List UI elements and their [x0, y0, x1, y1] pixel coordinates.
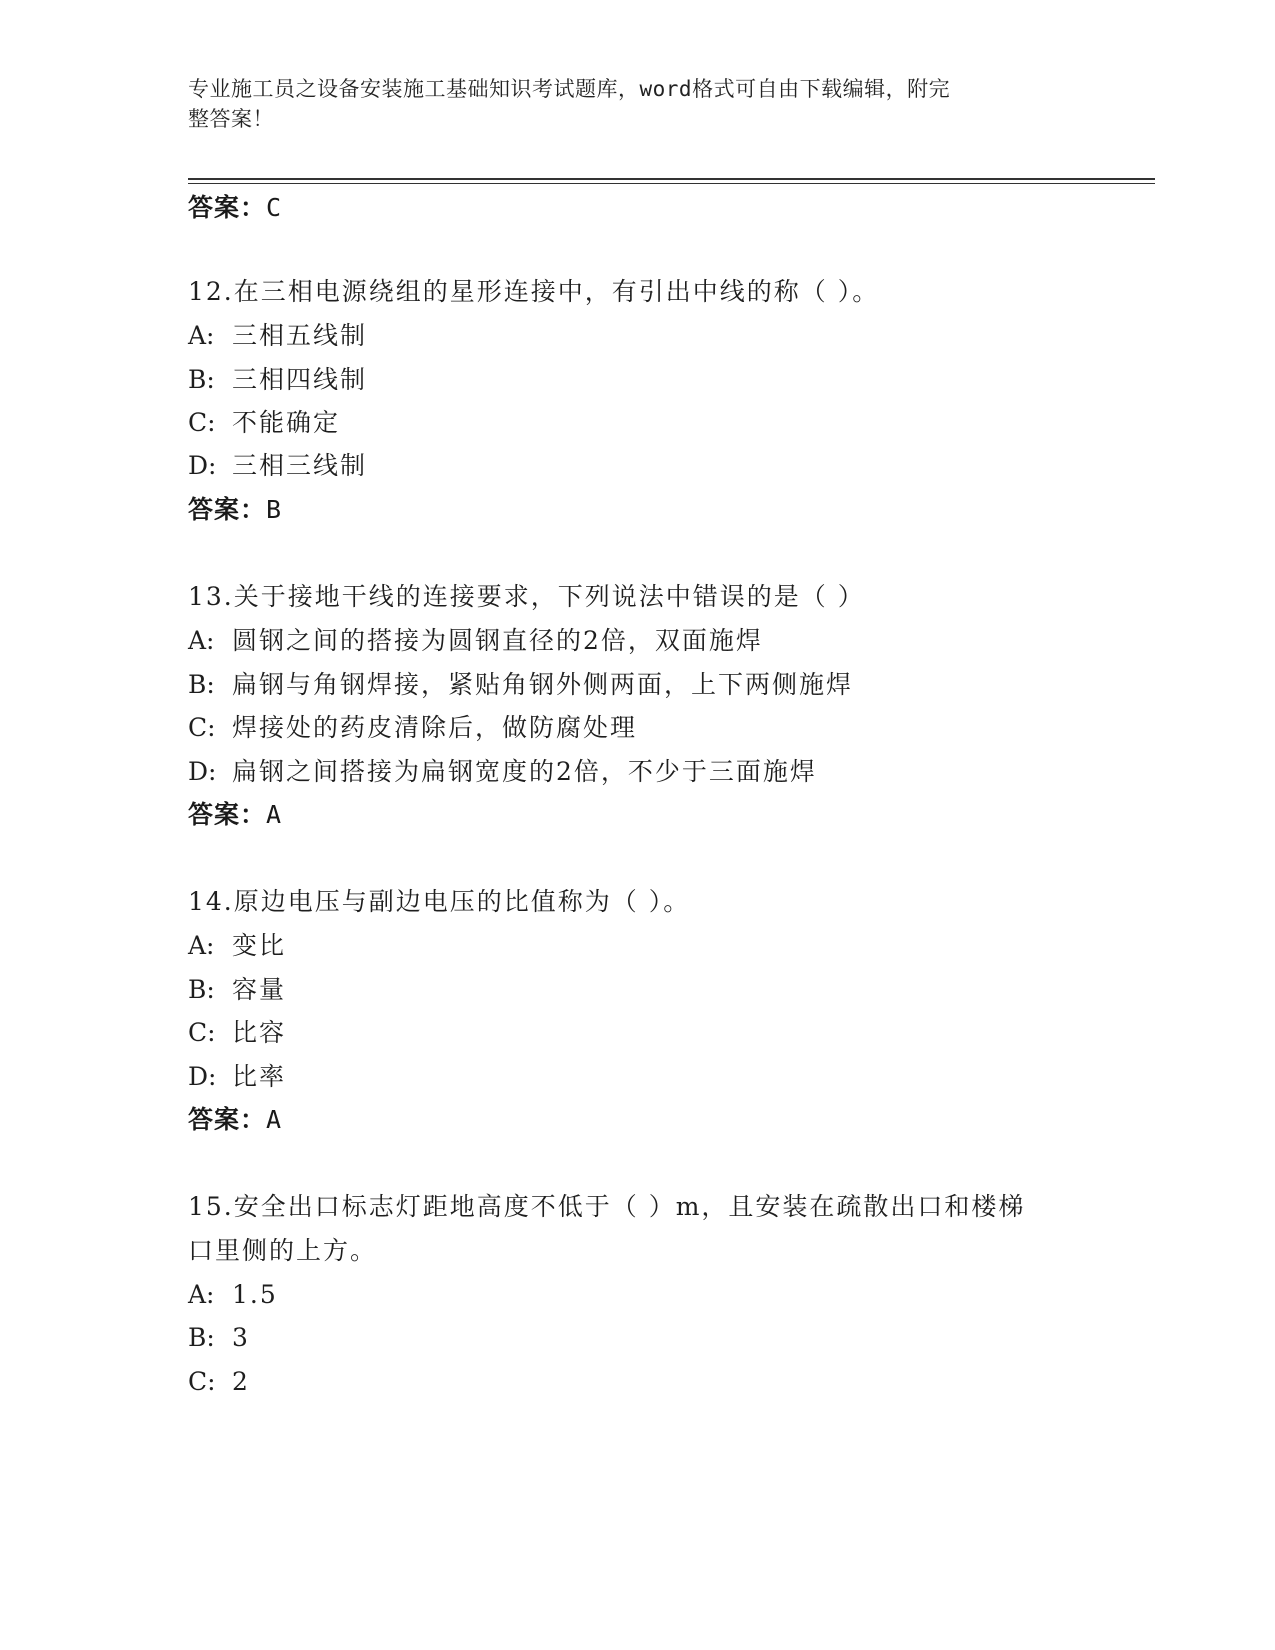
- answer-value: A: [266, 800, 283, 829]
- question-15-option-a: [188, 1279, 278, 1311]
- option-label: A:: [188, 321, 215, 350]
- question-12-option-d: [188, 450, 367, 482]
- question-13-option-d: [188, 756, 817, 788]
- document-header: [188, 74, 1068, 134]
- question-14-option-c: [188, 1017, 286, 1049]
- option-text: 三相五线制: [232, 321, 368, 350]
- prev-answer: [188, 192, 282, 224]
- option-label: C:: [188, 1018, 216, 1047]
- option-label: A:: [188, 1280, 215, 1309]
- option-text: 扁钢之间搭接为扁钢宽度的2倍，不少于三面施焊: [232, 757, 817, 786]
- header-title-line1: 专业施工员之设备安装施工基础知识考试题库，word格式可自由下载编辑，附完: [188, 77, 951, 101]
- option-text: 扁钢与角钢焊接，紧贴角钢外侧两面，上下两侧施焊: [232, 670, 854, 699]
- question-12-option-a: [188, 320, 367, 352]
- option-label: D:: [188, 451, 217, 480]
- question-13-option-c: [188, 712, 637, 744]
- option-label: A:: [188, 931, 215, 960]
- option-text: 焊接处的药皮清除后，做防腐处理: [232, 713, 638, 742]
- question-14-option-b: [188, 974, 286, 1006]
- answer-label: 答案：: [188, 800, 267, 829]
- option-text: 2: [232, 1367, 250, 1396]
- answer-value: B: [266, 495, 283, 524]
- option-text: 圆钢之间的搭接为圆钢直径的2倍，双面施焊: [232, 626, 763, 655]
- option-label: A:: [188, 626, 215, 655]
- header-divider: [188, 178, 1155, 184]
- option-label: D:: [188, 1062, 217, 1091]
- option-label: C:: [188, 408, 216, 437]
- question-13-stem: 13.关于接地干线的连接要求，下列说法中错误的是（ ）: [188, 582, 865, 611]
- question-15-option-b: [188, 1322, 250, 1354]
- header-title-line2: 整答案！: [188, 107, 274, 131]
- option-label: B:: [188, 1323, 215, 1352]
- question-12-option-c: [188, 407, 340, 439]
- answer-value: C: [266, 193, 283, 222]
- option-label: C:: [188, 1367, 216, 1396]
- question-14-answer: [188, 1104, 282, 1136]
- question-13-answer: [188, 799, 282, 831]
- option-label: B:: [188, 670, 215, 699]
- question-15-stem-line2: 口里侧的上方。: [188, 1236, 378, 1265]
- option-text: 3: [232, 1323, 250, 1352]
- option-label: B:: [188, 365, 215, 394]
- question-12-option-b: [188, 364, 367, 396]
- question-13-option-a: [188, 625, 763, 657]
- answer-value: A: [266, 1105, 283, 1134]
- option-text: 三相三线制: [232, 451, 368, 480]
- question-14-stem: 14.原边电压与副边电压的比值称为（ ）。: [188, 887, 691, 916]
- option-text: 容量: [232, 975, 287, 1004]
- option-label: D:: [188, 757, 217, 786]
- option-text: 比容: [232, 1018, 287, 1047]
- answer-label: 答案：: [188, 193, 267, 222]
- option-text: 1.5: [232, 1280, 278, 1309]
- question-15-stem-line1: 15.安全出口标志灯距地高度不低于（ ）m，且安装在疏散出口和楼梯: [188, 1192, 1026, 1221]
- question-15-option-c: [188, 1366, 250, 1398]
- option-text: 不能确定: [232, 408, 341, 437]
- question-13-option-b: [188, 669, 853, 701]
- option-text: 变比: [232, 931, 287, 960]
- question-14-option-a: [188, 930, 286, 962]
- question-12-answer: [188, 494, 282, 526]
- answer-label: 答案：: [188, 495, 267, 524]
- option-text: 三相四线制: [232, 365, 368, 394]
- answer-label: 答案：: [188, 1105, 267, 1134]
- question-12-stem: 12.在三相电源绕组的星形连接中，有引出中线的称（ ）。: [188, 277, 880, 306]
- option-label: B:: [188, 975, 215, 1004]
- option-label: C:: [188, 713, 216, 742]
- question-14-option-d: [188, 1061, 286, 1093]
- option-text: 比率: [232, 1062, 287, 1091]
